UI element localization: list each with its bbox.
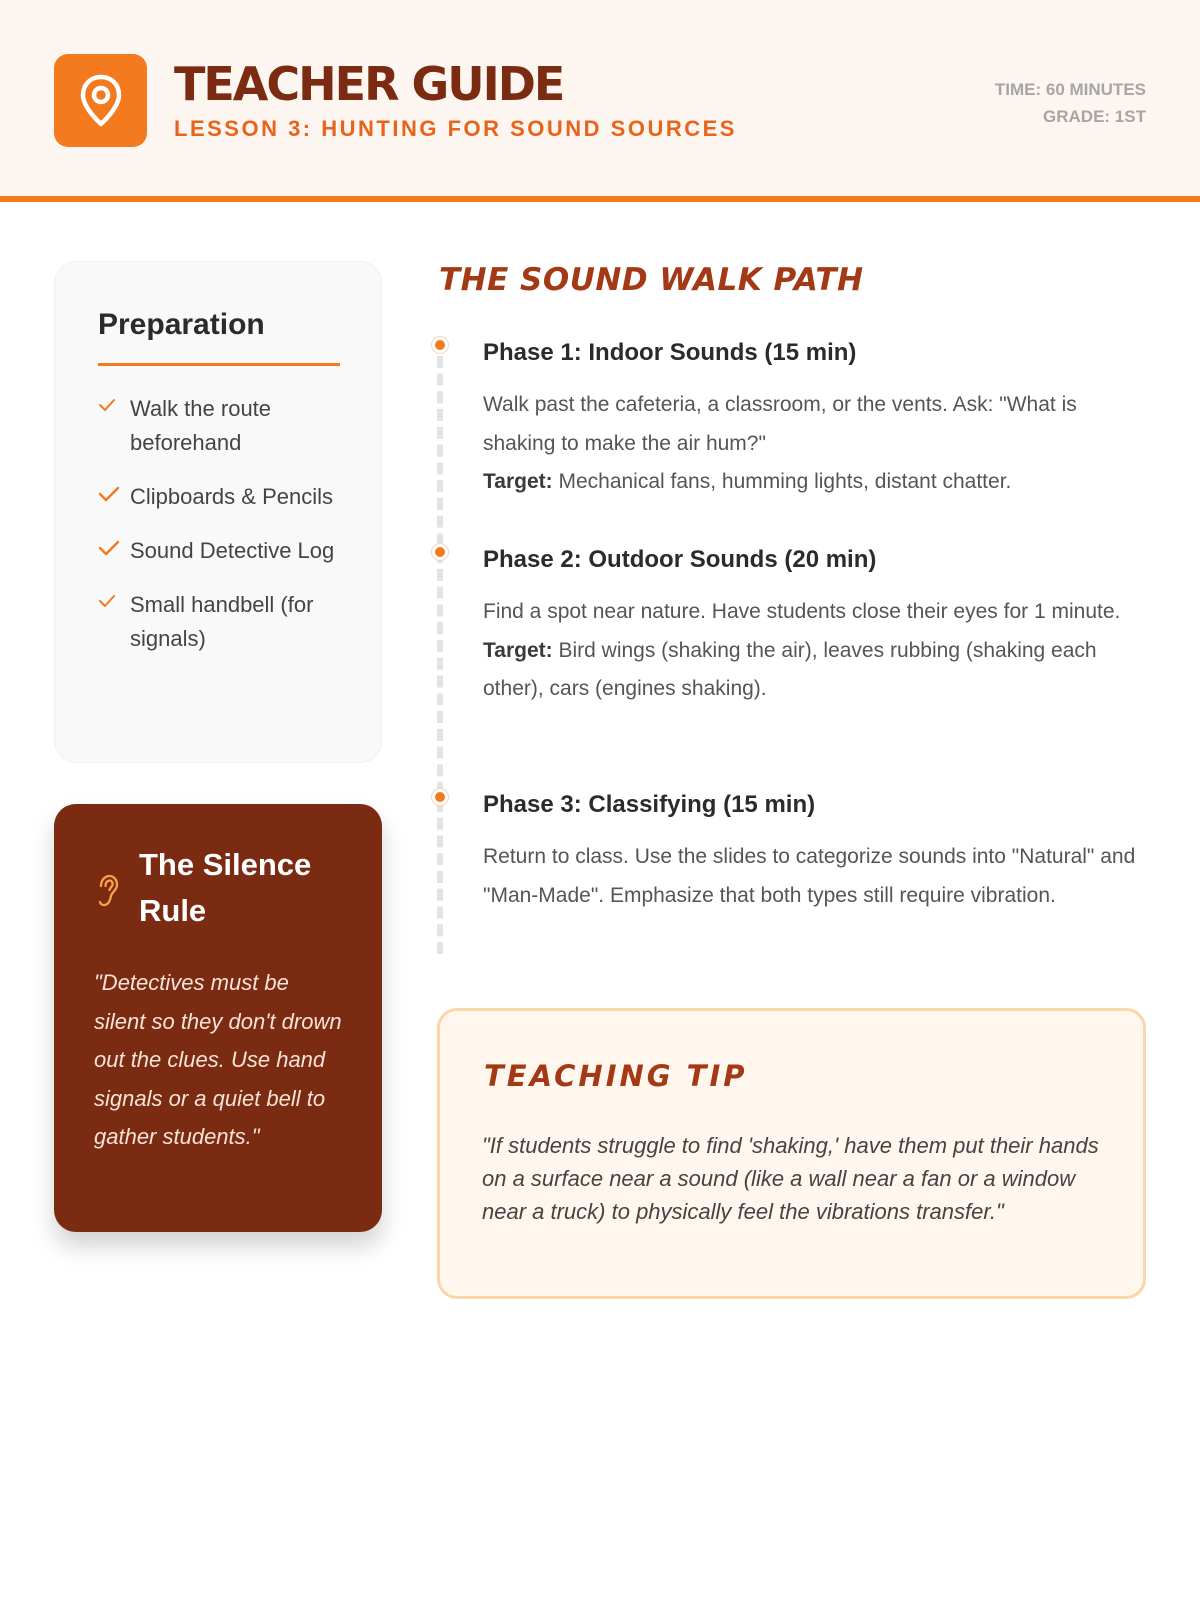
preparation-divider [98, 363, 340, 366]
timeline-dot [432, 544, 448, 560]
silence-rule-card [54, 804, 382, 1232]
phase-description [483, 386, 1143, 502]
teaching-tip-quote: "If students struggle to find 'shaking,' have them put their hands on a surface near a sound (like a wall near a fan or a window near a truck) to physically feel the vibrations transfer." [482, 1133, 1099, 1224]
timeline-dot [432, 337, 448, 353]
list-item-label: Small handbell (for signals) [130, 592, 314, 651]
logo [54, 54, 147, 147]
check-icon [98, 480, 130, 507]
target-label: Target: [483, 470, 553, 493]
phase-title: Phase 2: Outdoor Sounds (20 min) [483, 546, 877, 573]
lesson-meta [995, 76, 1146, 130]
phase-1 [483, 338, 1143, 502]
list-item [98, 588, 358, 656]
timeline-line [437, 338, 443, 954]
phase-3 [483, 790, 1143, 915]
target-label: Target: [483, 638, 553, 662]
target-text: Bird wings (shaking the air), leaves rubbing (shaking each other), cars (engines shaking). [483, 638, 1097, 700]
check-icon [98, 534, 130, 561]
phase-description [483, 838, 1143, 915]
teaching-tip-card [437, 1008, 1146, 1299]
silence-rule-title: The Silence Rule [139, 847, 312, 928]
phase-text: Find a spot near nature. Have students close their eyes for 1 minute. [483, 600, 1121, 623]
phase-text: Walk past the cafeteria, a classroom, or the vents. Ask: "What is shaking to make the air hum?" [483, 393, 1077, 455]
phase-title: Phase 1: Indoor Sounds (15 min) [483, 339, 857, 366]
list-item [98, 480, 358, 514]
preparation-card [54, 261, 382, 763]
list-item [98, 534, 358, 568]
ear-icon [96, 874, 120, 913]
check-icon [98, 392, 130, 417]
phase-2 [483, 545, 1143, 709]
grade-label: GRADE: 1ST [1043, 107, 1146, 126]
list-item-label: Sound Detective Log [130, 538, 335, 563]
page-header [0, 0, 1200, 202]
preparation-list [98, 392, 358, 676]
phase-description [483, 593, 1143, 709]
sound-walk-title: THE SOUND WALK PATH [439, 262, 864, 298]
silence-rule-quote: "Detectives must be silent so they don't drown out the clues. Use hand signals or a quiet bell to gather students." [94, 970, 342, 1149]
preparation-title: Preparation [98, 308, 265, 341]
lesson-subtitle: LESSON 3: HUNTING FOR SOUND SOURCES [174, 116, 737, 141]
map-pin-icon [78, 74, 124, 128]
page-title: TEACHER GUIDE [174, 57, 564, 111]
phase-text: Return to class. Use the slides to categorize sounds into "Natural" and "Man-Made". Emphasize that both types still require vibration. [483, 845, 1136, 907]
list-item-label: Walk the route beforehand [130, 396, 272, 455]
list-item-label: Clipboards & Pencils [130, 484, 333, 509]
timeline-dot [432, 789, 448, 805]
list-item [98, 392, 358, 460]
target-text: Mechanical fans, humming lights, distant chatter. [558, 470, 1012, 493]
teaching-tip-title: TEACHING TIP [484, 1059, 748, 1093]
check-icon [98, 588, 130, 613]
time-label: TIME: 60 MINUTES [994, 80, 1146, 99]
phase-title: Phase 3: Classifying (15 min) [483, 791, 816, 818]
